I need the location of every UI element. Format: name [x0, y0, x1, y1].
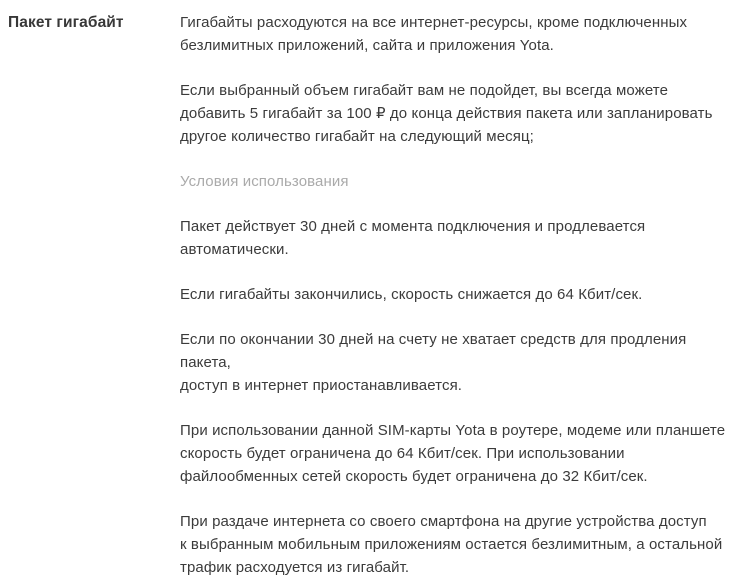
description-paragraph-insufficient-funds: Если по окончании 30 дней на счету не хватает средств для продления пакета, доступ в интернет приостанавливается. [180, 331, 687, 394]
description-paragraph-resources: Гигабайты расходуются на все интернет-ресурсы, кроме подключенных безлимитных приложений, сайта и приложения Yota. [180, 14, 688, 54]
description-paragraph-validity: Пакет действует 30 дней с момента подключения и продлевается автоматически. [180, 218, 646, 258]
description-paragraph-tethering: При раздаче интернета со своего смартфона на другие устройства доступ к выбранным мобильным приложениям остается безлимитным, а остальной трафик расходуется из гигабайт. [180, 513, 723, 576]
term-column [8, 11, 180, 34]
description-column [180, 11, 736, 579]
description-paragraph-sim-usage: При использовании данной SIM-карты Yota в роутере, модеме или планшете скорость будет ограничена до 64 Кбит/сек. При использовании файлообменных сетей скорость будет ограничена до 32 Кбит/сек. [180, 422, 726, 485]
description-paragraph-add-gigabytes: Если выбранный объем гигабайт вам не подойдет, вы всегда можете добавить 5 гигабайт за 100 ₽ до конца действия пакета или запланировать другое количество гигабайт на следующий месяц; [180, 82, 713, 145]
usage-conditions-subheading: Условия использования [180, 173, 349, 190]
description-paragraph-speed-limit: Если гигабайты закончились, скорость снижается до 64 Кбит/сек. [180, 286, 643, 303]
package-term-label: Пакет гигабайт [8, 14, 124, 31]
